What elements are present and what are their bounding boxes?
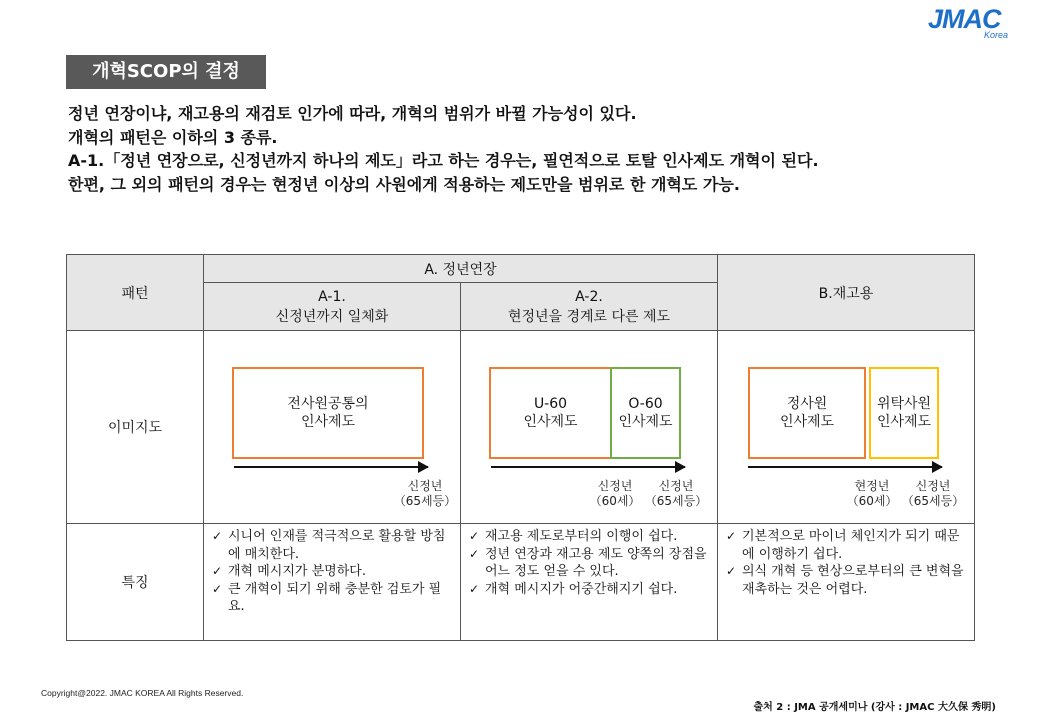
check-icon: ✓ bbox=[469, 546, 480, 561]
feature-item: ✓ 개혁 메시지가 분명하다. bbox=[212, 564, 366, 579]
box-text: 정사원 bbox=[786, 396, 828, 412]
a2-u60-box bbox=[489, 367, 612, 459]
copyright: Copyright@2022. JMAC KOREA All Rights Reserved. bbox=[41, 688, 244, 698]
a1-subtitle: 신정년까지 일체화 bbox=[275, 308, 389, 325]
age-arrow bbox=[234, 466, 428, 468]
intro-line: 한편, 그 외의 패턴의 경우는 현정년 이상의 사원에게 적용하는 제도만을 범위로 한 개혁도 가능. bbox=[68, 174, 740, 194]
age-arrow bbox=[491, 466, 685, 468]
feature-item: ✓ 정년 연장과 재고용 제도 양쪽의 장점을 어느 정도 얻을 수 있다. bbox=[469, 546, 707, 579]
a1-image bbox=[204, 331, 461, 524]
a1-header bbox=[204, 283, 461, 331]
axis-label: 현정년 （60세） bbox=[846, 479, 898, 508]
box-text: 인사제도 bbox=[779, 414, 835, 430]
image-row-label: 이미지도 bbox=[67, 331, 204, 524]
feature-item: ✓ 개혁 메시지가 어중간해지기 쉽다. bbox=[469, 581, 678, 597]
a2-image bbox=[461, 331, 718, 524]
box-text: U-60 bbox=[533, 396, 568, 412]
logo-sub: Korea bbox=[984, 30, 1009, 40]
feature-item: ✓ 시니어 인재를 적극적으로 활용할 방침에 매치한다. bbox=[212, 529, 446, 562]
feature-item: ✓ 의식 개혁 등 현상으로부터의 큰 변혁을 재촉하는 것은 어렵다. bbox=[726, 564, 964, 597]
age-arrow bbox=[748, 466, 942, 468]
box-text: 인사제도 bbox=[876, 414, 932, 430]
intro-line: 개혁의 패턴은 이하의 3 종류. bbox=[68, 127, 278, 147]
axis-label: 신정년 （65세등） bbox=[393, 479, 457, 508]
feature-item: ✓ 재고용 제도로부터의 이행이 쉽다. bbox=[469, 529, 678, 544]
box-text: 인사제도 bbox=[523, 414, 578, 430]
b-header: B.재고용 bbox=[718, 255, 975, 331]
check-icon: ✓ bbox=[469, 581, 480, 596]
b-features bbox=[718, 524, 975, 641]
axis-label: 신정년 （65세등） bbox=[644, 479, 708, 508]
check-icon: ✓ bbox=[212, 564, 223, 578]
a2-features bbox=[461, 524, 718, 641]
a1-title: A-1. bbox=[318, 288, 346, 305]
box-text: O-60 bbox=[628, 396, 663, 412]
intro-text bbox=[68, 102, 1008, 196]
page-title: 개혁SCOP의 결정 bbox=[66, 55, 266, 89]
box-text: 인사제도 bbox=[300, 414, 356, 430]
box-text: 전사원공통의 bbox=[287, 396, 369, 412]
intro-line: 정년 연장이냐, 재고용의 재검토 인가에 따라, 개혁의 범위가 바뀔 가능성이 있다. bbox=[68, 104, 637, 123]
pattern-table bbox=[66, 254, 975, 641]
group-a-header: A. 정년연장 bbox=[204, 255, 718, 283]
check-icon: ✓ bbox=[726, 564, 737, 578]
check-icon: ✓ bbox=[212, 529, 223, 543]
a2-subtitle: 현정년을 경계로 다른 제도 bbox=[507, 308, 671, 325]
feature-row-label: 특징 bbox=[67, 524, 204, 641]
axis-label: 신정년 （65세등） bbox=[901, 479, 965, 508]
feature-item: ✓ 큰 개혁이 되기 위해 충분한 검토가 필요. bbox=[212, 581, 442, 614]
b-regular-box bbox=[748, 367, 866, 459]
a2-header bbox=[461, 283, 718, 331]
pattern-header: 패턴 bbox=[67, 255, 204, 331]
box-text: 인사제도 bbox=[618, 414, 673, 430]
jmac-logo bbox=[928, 4, 1024, 40]
check-icon: ✓ bbox=[212, 581, 223, 596]
logo-brand: JMAC bbox=[928, 4, 1001, 34]
intro-line: A-1.「정년 연장으로, 신정년까지 하나의 제도」라고 하는 경우는, 필연적으로 토탈 인사제도 개혁이 된다. bbox=[68, 151, 819, 170]
check-icon: ✓ bbox=[469, 529, 480, 543]
b-contract-box bbox=[869, 367, 939, 459]
a1-common-system-box bbox=[232, 367, 424, 459]
check-icon: ✓ bbox=[726, 529, 737, 543]
a1-features bbox=[204, 524, 461, 641]
feature-item: ✓ 기본적으로 마이너 체인지가 되기 때문에 이행하기 쉽다. bbox=[726, 529, 960, 562]
source-citation: 출처 2 : JMA 공개세미나 (강사 : JMAC 大久保 秀明) bbox=[753, 702, 996, 713]
axis-label: 신정년 （60세） bbox=[589, 479, 641, 508]
box-text: 위탁사원 bbox=[876, 396, 932, 412]
a2-o60-box bbox=[610, 367, 681, 459]
b-image bbox=[718, 331, 975, 524]
a2-title: A-2. bbox=[575, 288, 603, 305]
